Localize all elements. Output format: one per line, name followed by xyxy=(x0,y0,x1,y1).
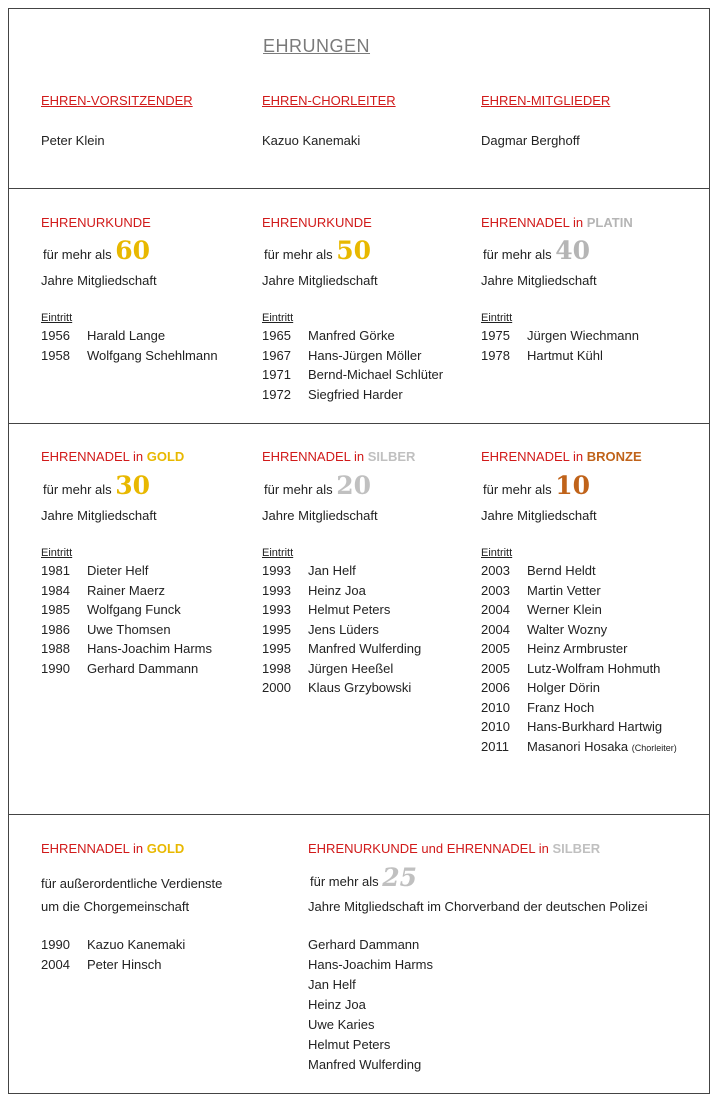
entry-year: 2005 xyxy=(481,660,510,676)
entry-year: 2006 xyxy=(481,680,510,695)
list-item xyxy=(41,639,212,659)
entry-name: Rainer Maerz xyxy=(87,582,166,598)
entry-year: 2004 xyxy=(41,957,70,972)
section-heading: EHRENURKUNDE xyxy=(41,215,151,230)
entry-name: Gerhard Dammann xyxy=(87,660,199,676)
entry-year: 1967 xyxy=(262,347,291,363)
metal-label: SILBER xyxy=(552,841,601,856)
section-heading: EHRENNADEL in GOLD xyxy=(41,449,185,464)
entry-year: 2005 xyxy=(481,641,510,656)
page-title: EHRUNGEN xyxy=(263,36,371,56)
list-item xyxy=(481,639,627,659)
entry-name: Klaus Grzybowski xyxy=(308,680,412,695)
years-number: 50 xyxy=(336,236,372,265)
entry-year: 1993 xyxy=(262,582,291,598)
entry-name: Jürgen Wiechmann xyxy=(527,328,639,343)
entry-name: Gerhard Dammann xyxy=(308,937,420,952)
list-item xyxy=(481,698,594,718)
entry-year: 1981 xyxy=(41,563,70,578)
entry-year: 1993 xyxy=(262,563,291,578)
entry-name: Uwe Thomsen xyxy=(87,621,171,637)
list-item xyxy=(41,620,171,640)
list-item xyxy=(262,600,390,620)
entry-year: 1956 xyxy=(41,328,70,343)
entry-name: Harald Lange xyxy=(87,328,166,343)
entry-name: Bernd Heldt xyxy=(527,563,596,578)
metal-label: BRONZE xyxy=(586,449,642,464)
entry-label: Eintritt xyxy=(481,547,513,559)
list-item xyxy=(41,561,148,581)
years-line: für mehr als 30 xyxy=(43,471,151,500)
list-item xyxy=(262,561,356,581)
entry-year: 1995 xyxy=(262,621,291,637)
entry-year: 1995 xyxy=(262,641,291,656)
entry-name: Masanori Hosaka xyxy=(527,738,629,754)
entry-name: Bernd-Michael Schlüter xyxy=(308,367,444,382)
entry-year: 1972 xyxy=(262,386,291,402)
entry-name: Peter Hinsch xyxy=(87,957,162,972)
entry-name: Holger Dörin xyxy=(527,680,600,695)
list-item xyxy=(262,659,393,679)
years-line: für mehr als 25 xyxy=(310,863,418,892)
list-item xyxy=(262,385,403,405)
divider-1 xyxy=(8,188,710,189)
list-item xyxy=(308,975,356,995)
entry-name: Helmut Peters xyxy=(308,1037,391,1052)
entry-year: 2003 xyxy=(481,563,510,578)
list-item xyxy=(41,955,161,975)
list-item xyxy=(308,1035,390,1055)
years-number: 20 xyxy=(336,471,372,500)
list-item xyxy=(308,935,419,955)
entry-year: 1988 xyxy=(41,641,70,656)
list-item xyxy=(41,346,218,366)
list-item xyxy=(41,326,165,346)
list-item xyxy=(262,678,411,698)
entry-name: Martin Vetter xyxy=(527,582,601,598)
entry-name: Werner Klein xyxy=(527,602,602,617)
section-heading: EHRENURKUNDE xyxy=(262,215,372,230)
membership-label: Jahre Mitgliedschaft xyxy=(262,273,378,288)
metal-label: SILBER xyxy=(367,449,416,464)
section-heading: EHRENNADEL in BRONZE xyxy=(481,449,642,464)
list-item xyxy=(481,678,600,698)
years-line: für mehr als 20 xyxy=(264,471,372,500)
entry-label: Eintritt xyxy=(481,312,513,324)
list-item xyxy=(481,561,596,581)
membership-label: Jahre Mitgliedschaft xyxy=(481,508,597,523)
entry-year: 1986 xyxy=(41,621,70,637)
membership-label: Jahre Mitgliedschaft xyxy=(41,273,157,288)
entry-name: Jan Helf xyxy=(308,977,356,992)
entry-label: Eintritt xyxy=(41,547,73,559)
entry-year: 1984 xyxy=(41,582,70,598)
entry-name: Helmut Peters xyxy=(308,602,391,617)
entry-year: 2004 xyxy=(481,602,510,617)
list-item xyxy=(41,600,181,620)
entry-name: Lutz-Wolfram Hohmuth xyxy=(527,660,661,676)
list-item xyxy=(308,1015,374,1035)
heading-ehren-mitglieder: EHREN-MITGLIEDER xyxy=(481,93,611,108)
entry-year: 2000 xyxy=(262,680,291,695)
entry-label: Eintritt xyxy=(41,312,73,324)
years-number: 40 xyxy=(555,236,591,265)
entry-name: Kazuo Kanemaki xyxy=(87,937,186,952)
list-item xyxy=(481,659,660,679)
years-number: 60 xyxy=(115,236,151,265)
entry-name: Dieter Helf xyxy=(87,563,149,578)
entry-name: Wolfgang Schehlmann xyxy=(87,347,218,363)
page-frame xyxy=(8,8,710,1094)
entry-name: Manfred Wulferding xyxy=(308,641,422,656)
list-item xyxy=(41,935,185,955)
metal-label: GOLD xyxy=(146,449,185,464)
list-item xyxy=(481,346,603,366)
section-heading: EHRENNADEL in PLATIN xyxy=(481,215,633,230)
entry-year: 1971 xyxy=(262,367,291,382)
entry-name: Hans-Joachim Harms xyxy=(87,641,212,656)
entry-year: 1978 xyxy=(481,347,510,363)
entry-name: Manfred Görke xyxy=(308,328,395,343)
heading-ehren-vorsitzender: EHREN-VORSITZENDER xyxy=(41,93,193,108)
metal-label: PLATIN xyxy=(586,215,633,230)
list-item xyxy=(308,1055,421,1075)
years-number: 25 xyxy=(382,863,418,892)
section-heading: EHRENURKUNDE und EHRENNADEL in SILBER xyxy=(308,841,601,856)
list-item xyxy=(41,659,198,679)
entry-year: 2004 xyxy=(481,621,510,637)
entry-label: Eintritt xyxy=(262,312,294,324)
entry-year: 1965 xyxy=(262,328,291,343)
divider-2 xyxy=(8,423,710,424)
membership-label: Jahre Mitgliedschaft xyxy=(481,273,597,288)
list-item xyxy=(481,581,601,601)
honorary-name: Dagmar Berghoff xyxy=(481,133,580,148)
entry-year: 2003 xyxy=(481,582,510,598)
membership-label: Jahre Mitgliedschaft xyxy=(41,508,157,523)
entry-name: Heinz Joa xyxy=(308,582,366,598)
list-item xyxy=(262,326,395,346)
list-item xyxy=(481,737,677,757)
entry-name: Jan Helf xyxy=(308,563,356,578)
years-line: für mehr als 60 xyxy=(43,236,151,265)
entry-year: 2010 xyxy=(481,719,510,734)
divider-3 xyxy=(8,814,710,815)
entry-name: Hans-Burkhard Hartwig xyxy=(527,719,663,734)
entry-name: Jürgen Heeßel xyxy=(308,660,394,676)
list-item xyxy=(481,326,639,346)
entry-name: Siegfried Harder xyxy=(308,386,403,402)
merit-line: für außerordentliche Verdienste xyxy=(41,876,223,891)
list-item xyxy=(481,620,607,640)
list-item xyxy=(262,346,421,366)
entry-year: 1990 xyxy=(41,660,70,676)
entry-year: 1985 xyxy=(41,602,70,617)
years-number: 10 xyxy=(555,471,591,500)
heading-ehren-chorleiter: EHREN-CHORLEITER xyxy=(262,93,396,108)
entry-name: Hartmut Kühl xyxy=(527,347,603,363)
honorary-name: Kazuo Kanemaki xyxy=(262,133,361,148)
years-line: für mehr als 10 xyxy=(483,471,591,500)
entry-name: Uwe Karies xyxy=(308,1017,375,1032)
list-item xyxy=(262,639,421,659)
entry-year: 1990 xyxy=(41,937,70,952)
entry-label: Eintritt xyxy=(262,547,294,559)
list-item xyxy=(41,581,165,601)
list-item xyxy=(481,717,662,737)
entry-name: Hans-Joachim Harms xyxy=(308,957,433,972)
list-item xyxy=(262,620,379,640)
entry-name: Heinz Joa xyxy=(308,997,366,1012)
entry-name: Manfred Wulferding xyxy=(308,1057,422,1072)
entry-year: 2011 xyxy=(481,738,509,754)
list-item xyxy=(262,581,366,601)
section-heading: EHRENNADEL in GOLD xyxy=(41,841,185,856)
entry-name: Heinz Armbruster xyxy=(527,641,628,656)
entry-year: 1998 xyxy=(262,660,291,676)
entry-name: Walter Wozny xyxy=(527,621,608,637)
metal-label: GOLD xyxy=(146,841,185,856)
entry-name: Franz Hoch xyxy=(527,699,595,715)
entry-name: Hans-Jürgen Möller xyxy=(308,347,422,363)
membership-label: Jahre Mitgliedschaft im Chorverband der deutschen Polizei xyxy=(308,899,648,914)
list-item xyxy=(262,365,443,385)
entry-year: 1958 xyxy=(41,347,70,363)
entry-name: Wolfgang Funck xyxy=(87,602,181,617)
entry-year: 1993 xyxy=(262,602,291,617)
section-heading: EHRENNADEL in SILBER xyxy=(262,449,416,464)
list-item xyxy=(308,995,366,1015)
entry-name: Jens Lüders xyxy=(308,621,379,637)
membership-label: Jahre Mitgliedschaft xyxy=(262,508,378,523)
years-number: 30 xyxy=(115,471,151,500)
entry-year: 1975 xyxy=(481,328,510,343)
honorary-name: Peter Klein xyxy=(41,133,105,148)
merit-line: um die Chorgemeinschaft xyxy=(41,899,190,914)
years-line: für mehr als 40 xyxy=(483,236,591,265)
list-item xyxy=(481,600,602,620)
entry-year: 2010 xyxy=(481,699,510,715)
years-line: für mehr als 50 xyxy=(264,236,372,265)
list-item xyxy=(308,955,433,975)
entry-note: (Chorleiter) xyxy=(631,742,677,753)
